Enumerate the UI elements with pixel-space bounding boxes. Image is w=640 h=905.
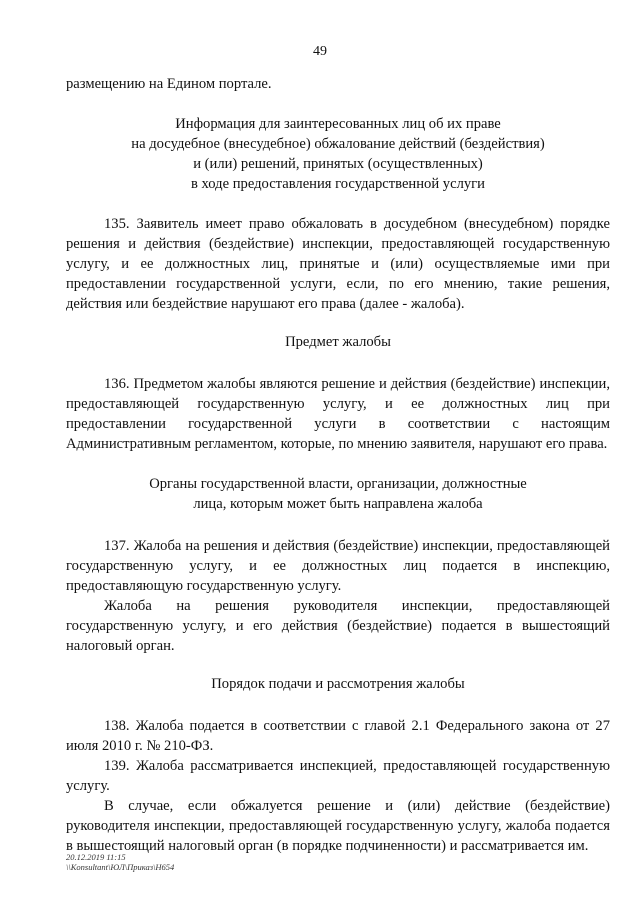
paragraph-138: 138. Жалоба подается в соответствии с главой 2.1 Федерального закона от 27 июля 2010 г. № 210-ФЗ. <box>66 718 610 754</box>
paragraph-137: 137. Жалоба на решения и действия (бездействие) инспекции, предоставляющей государственную услугу, и ее должностных лиц подается в инспекцию, предоставляющую государственную услугу. <box>66 538 610 594</box>
heading-line: на досудебное (внесудебное) обжалование действий (бездействия) <box>131 136 545 152</box>
paragraph-139-continued: В случае, если обжалуется решение и (или) действие (бездействие) руководителя инспекции, предоставляющей государственную услугу, жалоба подается в вышестоящий налоговый орган (в порядке подчиненности) и рассматривается им. <box>66 798 610 854</box>
paragraph-137-continued: Жалоба на решения руководителя инспекции, предоставляющей государственную услугу, и его действия (бездействие) подается в вышестоящий налоговый орган. <box>66 598 610 654</box>
heading-line: в ходе предоставления государственной услуги <box>191 176 485 192</box>
footer-file-path: \\Konsultant\ЮЛ\Приказ\Н654 <box>66 862 175 872</box>
section-heading-authorities <box>66 474 610 514</box>
section-heading-appeal-info <box>66 114 610 194</box>
heading-line: лица, которым может быть направлена жалоба <box>193 496 483 512</box>
continuation-text: размещению на Едином портале. <box>66 76 272 92</box>
document-body <box>66 74 610 856</box>
section-heading-complaint-subject: Предмет жалобы <box>285 334 391 350</box>
heading-line: Информация для заинтересованных лиц об их праве <box>175 116 501 132</box>
section-heading-filing-procedure: Порядок подачи и рассмотрения жалобы <box>211 676 465 692</box>
paragraph-135: 135. Заявитель имеет право обжаловать в досудебном (внесудебном) порядке решения и действия (бездействие) инспекции, предоставляющей государственную услугу, и ее должностных лиц, принятые и (или) осуществляемые ими при предоставлении государственной услуги, если, по его мнению, такие решения, действия или бездействие нарушают его права (далее - жалоба). <box>66 216 610 312</box>
footer-timestamp: 20.12.2019 11:15 <box>66 852 126 862</box>
document-footer <box>66 852 174 872</box>
paragraph-139: 139. Жалоба рассматривается инспекцией, предоставляющей государственную услугу. <box>66 758 610 794</box>
heading-line: и (или) решений, принятых (осуществленных) <box>193 156 483 172</box>
paragraph-136: 136. Предметом жалобы являются решение и действия (бездействие) инспекции, предоставляющей государственную услугу, и ее должностных лиц при предоставлении государственной услуги в соответствии с настоящим Административным регламентом, которые, по мнению заявителя, нарушают его права. <box>66 376 610 452</box>
page-number: 49 <box>313 44 327 59</box>
heading-line: Органы государственной власти, организации, должностные <box>149 476 527 492</box>
